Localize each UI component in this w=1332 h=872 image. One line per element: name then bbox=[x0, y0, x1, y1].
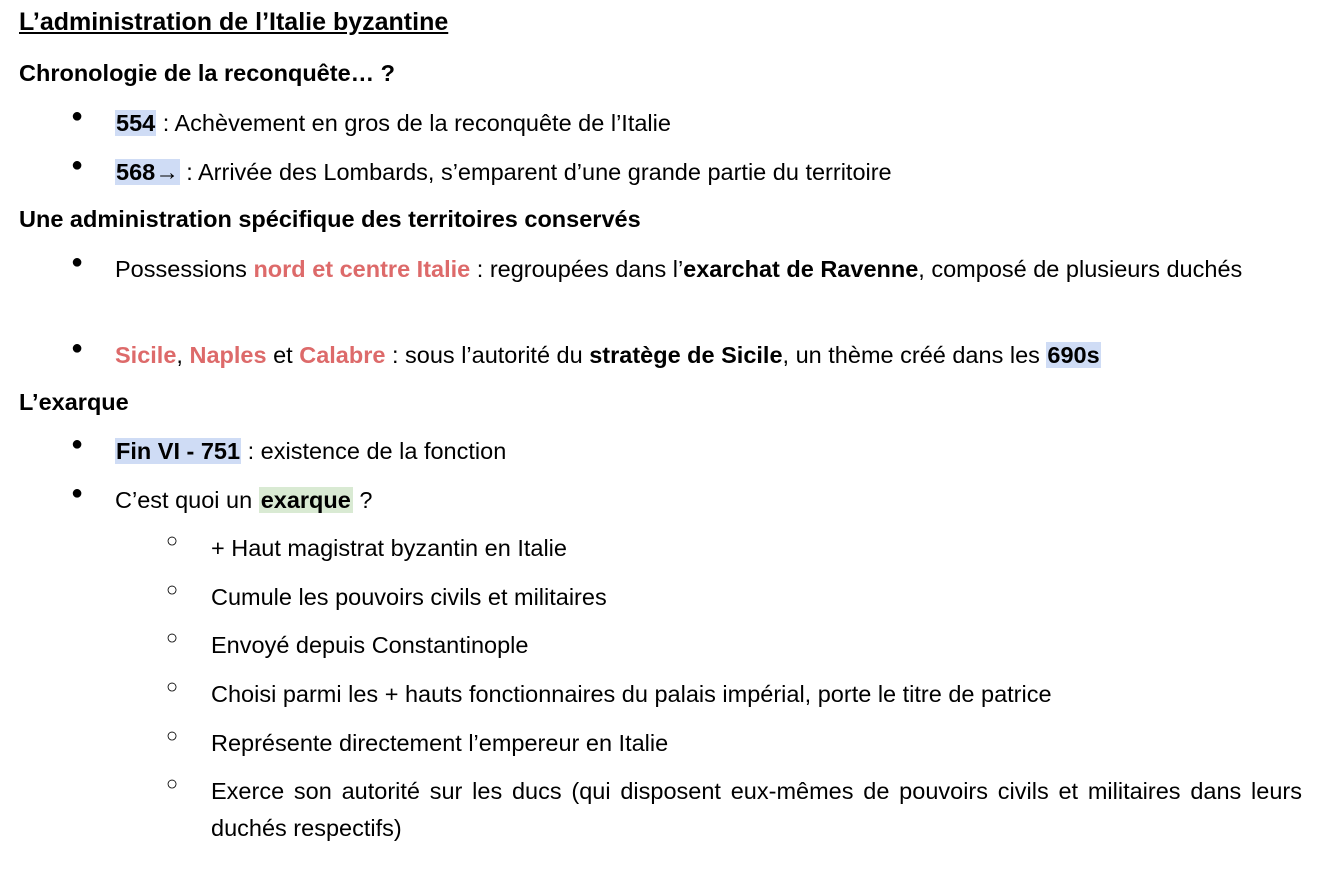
date-highlight: 690s bbox=[1047, 342, 1100, 368]
date-highlight: Fin VI - 751 bbox=[116, 438, 241, 464]
list-item-text bbox=[115, 433, 1302, 470]
document-title: L’administration de l’Italie byzantine bbox=[19, 8, 449, 36]
sub-item-text: Choisi parmi les + hauts fonctionnaires du palais impérial, porte le titre de patrice bbox=[211, 681, 1052, 707]
term-highlight: exarque bbox=[260, 487, 351, 513]
sub-bullet-icon: ○ bbox=[165, 627, 179, 649]
item-text: , composé de plusieurs duchés bbox=[918, 256, 1243, 282]
section-heading-chronologie: Chronologie de la reconquête… ? bbox=[19, 60, 396, 86]
item-text: : sous l’autorité du bbox=[385, 342, 590, 368]
sub-item-text: Envoyé depuis Constantinople bbox=[211, 632, 529, 658]
bullet-icon: ● bbox=[70, 433, 84, 455]
bullet-icon: ● bbox=[70, 154, 84, 176]
sub-item-text: Représente directement l’empereur en Italie bbox=[211, 730, 669, 756]
item-text: : Achèvement en gros de la reconquête de l’Italie bbox=[156, 110, 671, 136]
bold-term: exarchat de Ravenne bbox=[683, 256, 919, 282]
bold-term: stratège de Sicile bbox=[589, 342, 783, 368]
sub-bullet-icon: ○ bbox=[165, 676, 179, 698]
item-text: , bbox=[176, 342, 190, 368]
place-calabre: Calabre bbox=[299, 342, 386, 368]
list-item-text bbox=[115, 154, 1302, 191]
list-item-text bbox=[115, 337, 1302, 374]
sub-item-text: Exerce son autorité sur les ducs (qui disposent eux-mêmes de pouvoirs civils et militaires dans leurs duchés respectifs) bbox=[211, 778, 1302, 841]
section-heading-exarque: L’exarque bbox=[19, 389, 129, 415]
place-sicile: Sicile bbox=[115, 342, 177, 368]
sub-item-text: Cumule les pouvoirs civils et militaires bbox=[211, 584, 607, 610]
sub-item-text: + Haut magistrat byzantin en Italie bbox=[211, 535, 567, 561]
region-highlight: nord et centre Italie bbox=[253, 256, 471, 282]
date-highlight: 568→ bbox=[116, 159, 179, 185]
item-text: Possessions bbox=[115, 256, 254, 282]
item-text: : Arrivée des Lombards, s’emparent d’une grande partie du territoire bbox=[179, 159, 892, 185]
item-text: ? bbox=[352, 487, 373, 513]
section-heading-administration: Une administration spécifique des territoires conservés bbox=[19, 206, 641, 232]
place-naples: Naples bbox=[189, 342, 267, 368]
bullet-icon: ● bbox=[70, 337, 84, 359]
sub-bullet-icon: ○ bbox=[165, 530, 179, 552]
item-text: : regroupées dans l’ bbox=[470, 256, 684, 282]
sub-bullet-icon: ○ bbox=[165, 725, 179, 747]
item-text: , un thème créé dans les bbox=[782, 342, 1047, 368]
item-text: et bbox=[266, 342, 300, 368]
item-text: C’est quoi un bbox=[115, 487, 259, 513]
date-highlight: 554 bbox=[116, 110, 156, 136]
bullet-icon: ● bbox=[70, 482, 84, 504]
bullet-icon: ● bbox=[70, 105, 84, 127]
sub-bullet-icon: ○ bbox=[165, 579, 179, 601]
list-item-text bbox=[115, 482, 1302, 519]
bullet-icon: ● bbox=[70, 251, 84, 273]
list-item-text bbox=[115, 105, 1302, 142]
sub-bullet-icon: ○ bbox=[165, 773, 179, 795]
item-text: : existence de la fonction bbox=[241, 438, 507, 464]
list-item-text bbox=[115, 251, 1302, 288]
